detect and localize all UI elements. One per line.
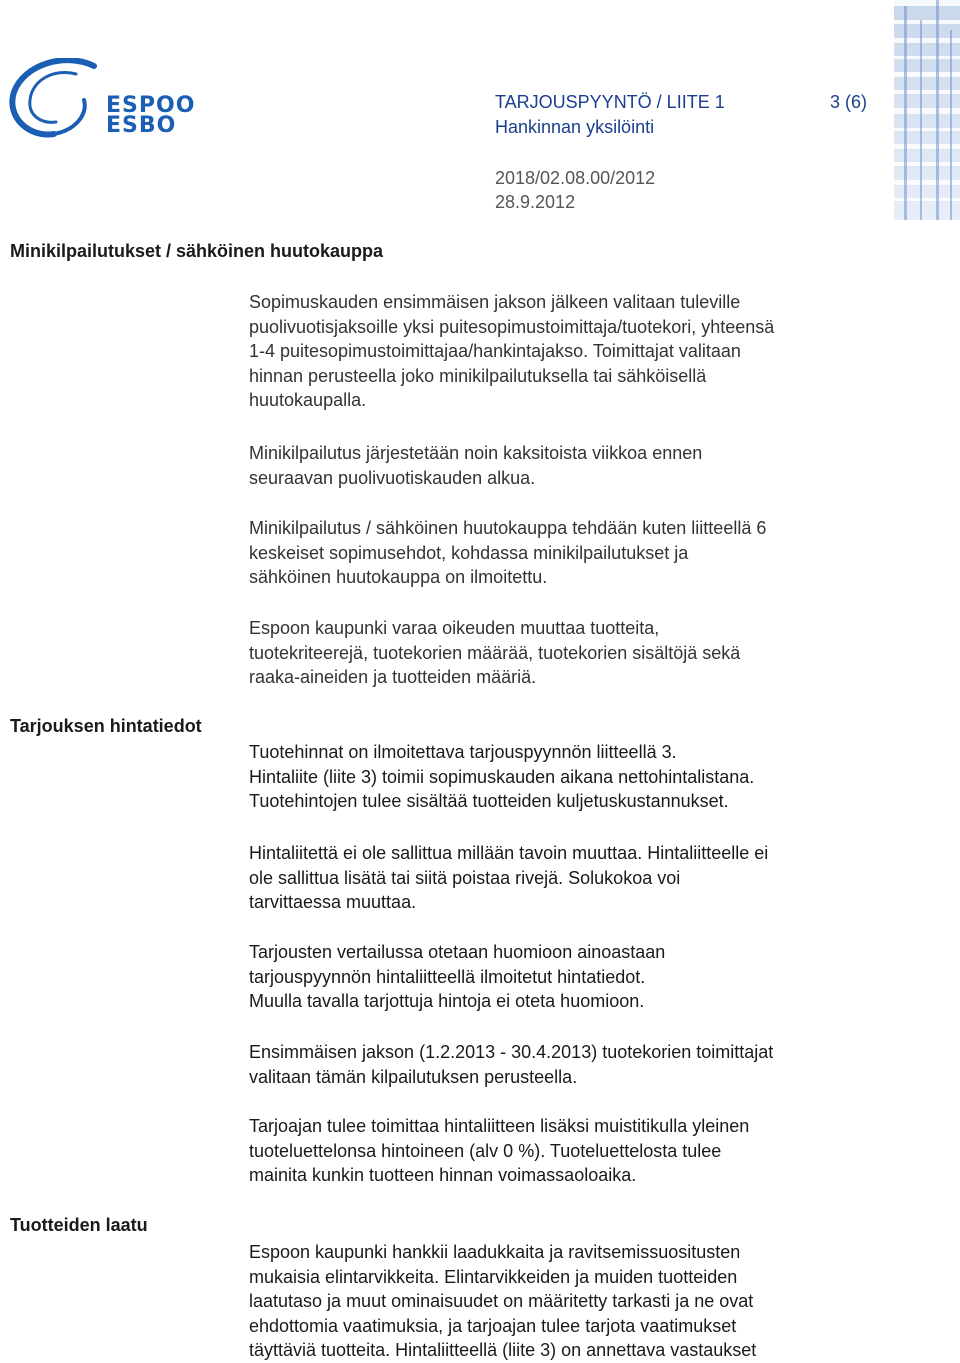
- text-line: mukaisia elintarvikkeita. Elintarvikkeiden ja muiden tuotteiden: [249, 1266, 738, 1287]
- text-line: tarvittaessa muuttaa.: [249, 892, 417, 912]
- logo-line-esbo: ESBO: [106, 113, 177, 138]
- doc-title: TARJOUSPYYNTÖ / LIITE 1: [495, 92, 725, 112]
- text-line: Hintaliitettä ei ole sallittua millään tavoin muuttaa. Hintaliitteelle ei: [249, 843, 769, 863]
- text-line: keskeiset sopimusehdot, kohdassa minikilpailutukset ja: [249, 542, 689, 563]
- text-line: laatutaso ja muut ominaisuudet on määritetty tarkasti ja ne ovat: [249, 1291, 754, 1311]
- text-line: Sopimuskauden ensimmäisen jakson jälkeen valitaan tuleville: [249, 292, 741, 312]
- paragraph: [249, 441, 929, 490]
- text-line: Espoon kaupunki hankkii laadukkaita ja ravitsemissuositusten: [249, 1242, 741, 1262]
- doc-date: 28.9.2012: [495, 192, 576, 212]
- doc-reference: 2018/02.08.00/2012: [495, 168, 656, 188]
- text-line: valitaan tämän kilpailutuksen perusteella.: [249, 1066, 578, 1087]
- text-line: ole sallittua lisätä tai siitä poistaa rivejä. Solukokoa voi: [249, 867, 681, 888]
- paragraph: [249, 940, 929, 1014]
- logo-line-espoo: ESPOO: [106, 93, 196, 118]
- section-title-minikilpailutukset: Minikilpailutukset / sähköinen huutokauppa: [10, 241, 384, 261]
- logo-wordmark: [106, 93, 196, 138]
- text-line: tuotekriteerejä, tuotekorien määrää, tuotekorien sisältöjä sekä: [249, 642, 741, 663]
- text-line: hinnan perusteella joko minikilpailutuksella tai sähköisellä: [249, 365, 707, 386]
- text-line: ehdottomia vaatimuksia, ja tarjoajan tulee tarjota vaatimukset: [249, 1315, 737, 1336]
- text-line: Tuotehintojen tulee sisältää tuotteiden kuljetuskustannukset.: [249, 791, 729, 811]
- text-line: Tuotehinnat on ilmoitettava tarjouspyynnön liitteellä 3.: [249, 742, 677, 762]
- text-line: Minikilpailutus / sähköinen huutokauppa tehdään kuten liitteellä 6: [249, 518, 767, 538]
- text-line: huutokaupalla.: [249, 390, 367, 410]
- espoo-swirl-icon: [6, 58, 116, 142]
- text-line: tuoteluettelonsa hintoineen (alv 0 %). Tuoteluettelosta tulee: [249, 1140, 722, 1161]
- text-line: mainita kunkin tuotteen hinnan voimassaoloaika.: [249, 1165, 637, 1185]
- text-line: puolivuotisjaksoille yksi puitesopimustoimittaja/tuotekori, yhteensä: [249, 316, 775, 337]
- doc-subtitle: Hankinnan yksilöinti: [495, 117, 655, 137]
- text-line: seuraavan puolivuotiskauden alkua.: [249, 467, 536, 488]
- text-line: täyttäviä tuotteita. Hintaliitteellä (liite 3) on annettava vastaukset: [249, 1340, 757, 1360]
- text-line: Minikilpailutus järjestetään noin kaksitoista viikkoa ennen: [249, 443, 703, 463]
- text-line: Espoon kaupunki varaa oikeuden muuttaa tuotteita,: [249, 618, 660, 638]
- corner-stripes-graphic: [894, 0, 960, 220]
- paragraph: [249, 740, 929, 814]
- paragraph: [249, 290, 929, 413]
- text-line: sähköinen huutokauppa on ilmoitettu.: [249, 567, 548, 587]
- paragraph: [249, 1240, 929, 1363]
- text-line: Ensimmäisen jakson (1.2.2013 - 30.4.2013) tuotekorien toimittajat: [249, 1042, 774, 1062]
- paragraph: [249, 1040, 929, 1089]
- page-number: 3 (6): [830, 92, 868, 112]
- text-line: Hintaliite (liite 3) toimii sopimuskauden aikana nettohintalistana.: [249, 766, 755, 787]
- text-line: Tarjousten vertailussa otetaan huomioon ainoastaan: [249, 942, 666, 962]
- section-title-laatu: Tuotteiden laatu: [10, 1215, 148, 1235]
- text-line: 1-4 puitesopimustoimittajaa/hankintajakso. Toimittajat valitaan: [249, 341, 741, 361]
- paragraph: [249, 841, 929, 915]
- paragraph: [249, 516, 929, 590]
- paragraph: [249, 616, 929, 690]
- paragraph: [249, 1114, 929, 1188]
- text-line: tarjouspyynnön hintaliitteellä ilmoitetut hintatiedot.: [249, 966, 646, 987]
- text-line: raaka-aineiden ja tuotteiden määriä.: [249, 667, 537, 687]
- text-line: Muulla tavalla tarjottuja hintoja ei oteta huomioon.: [249, 991, 645, 1011]
- text-line: Tarjoajan tulee toimittaa hintaliitteen lisäksi muistitikulla yleinen: [249, 1116, 750, 1136]
- section-title-hintatiedot: Tarjouksen hintatiedot: [10, 716, 202, 736]
